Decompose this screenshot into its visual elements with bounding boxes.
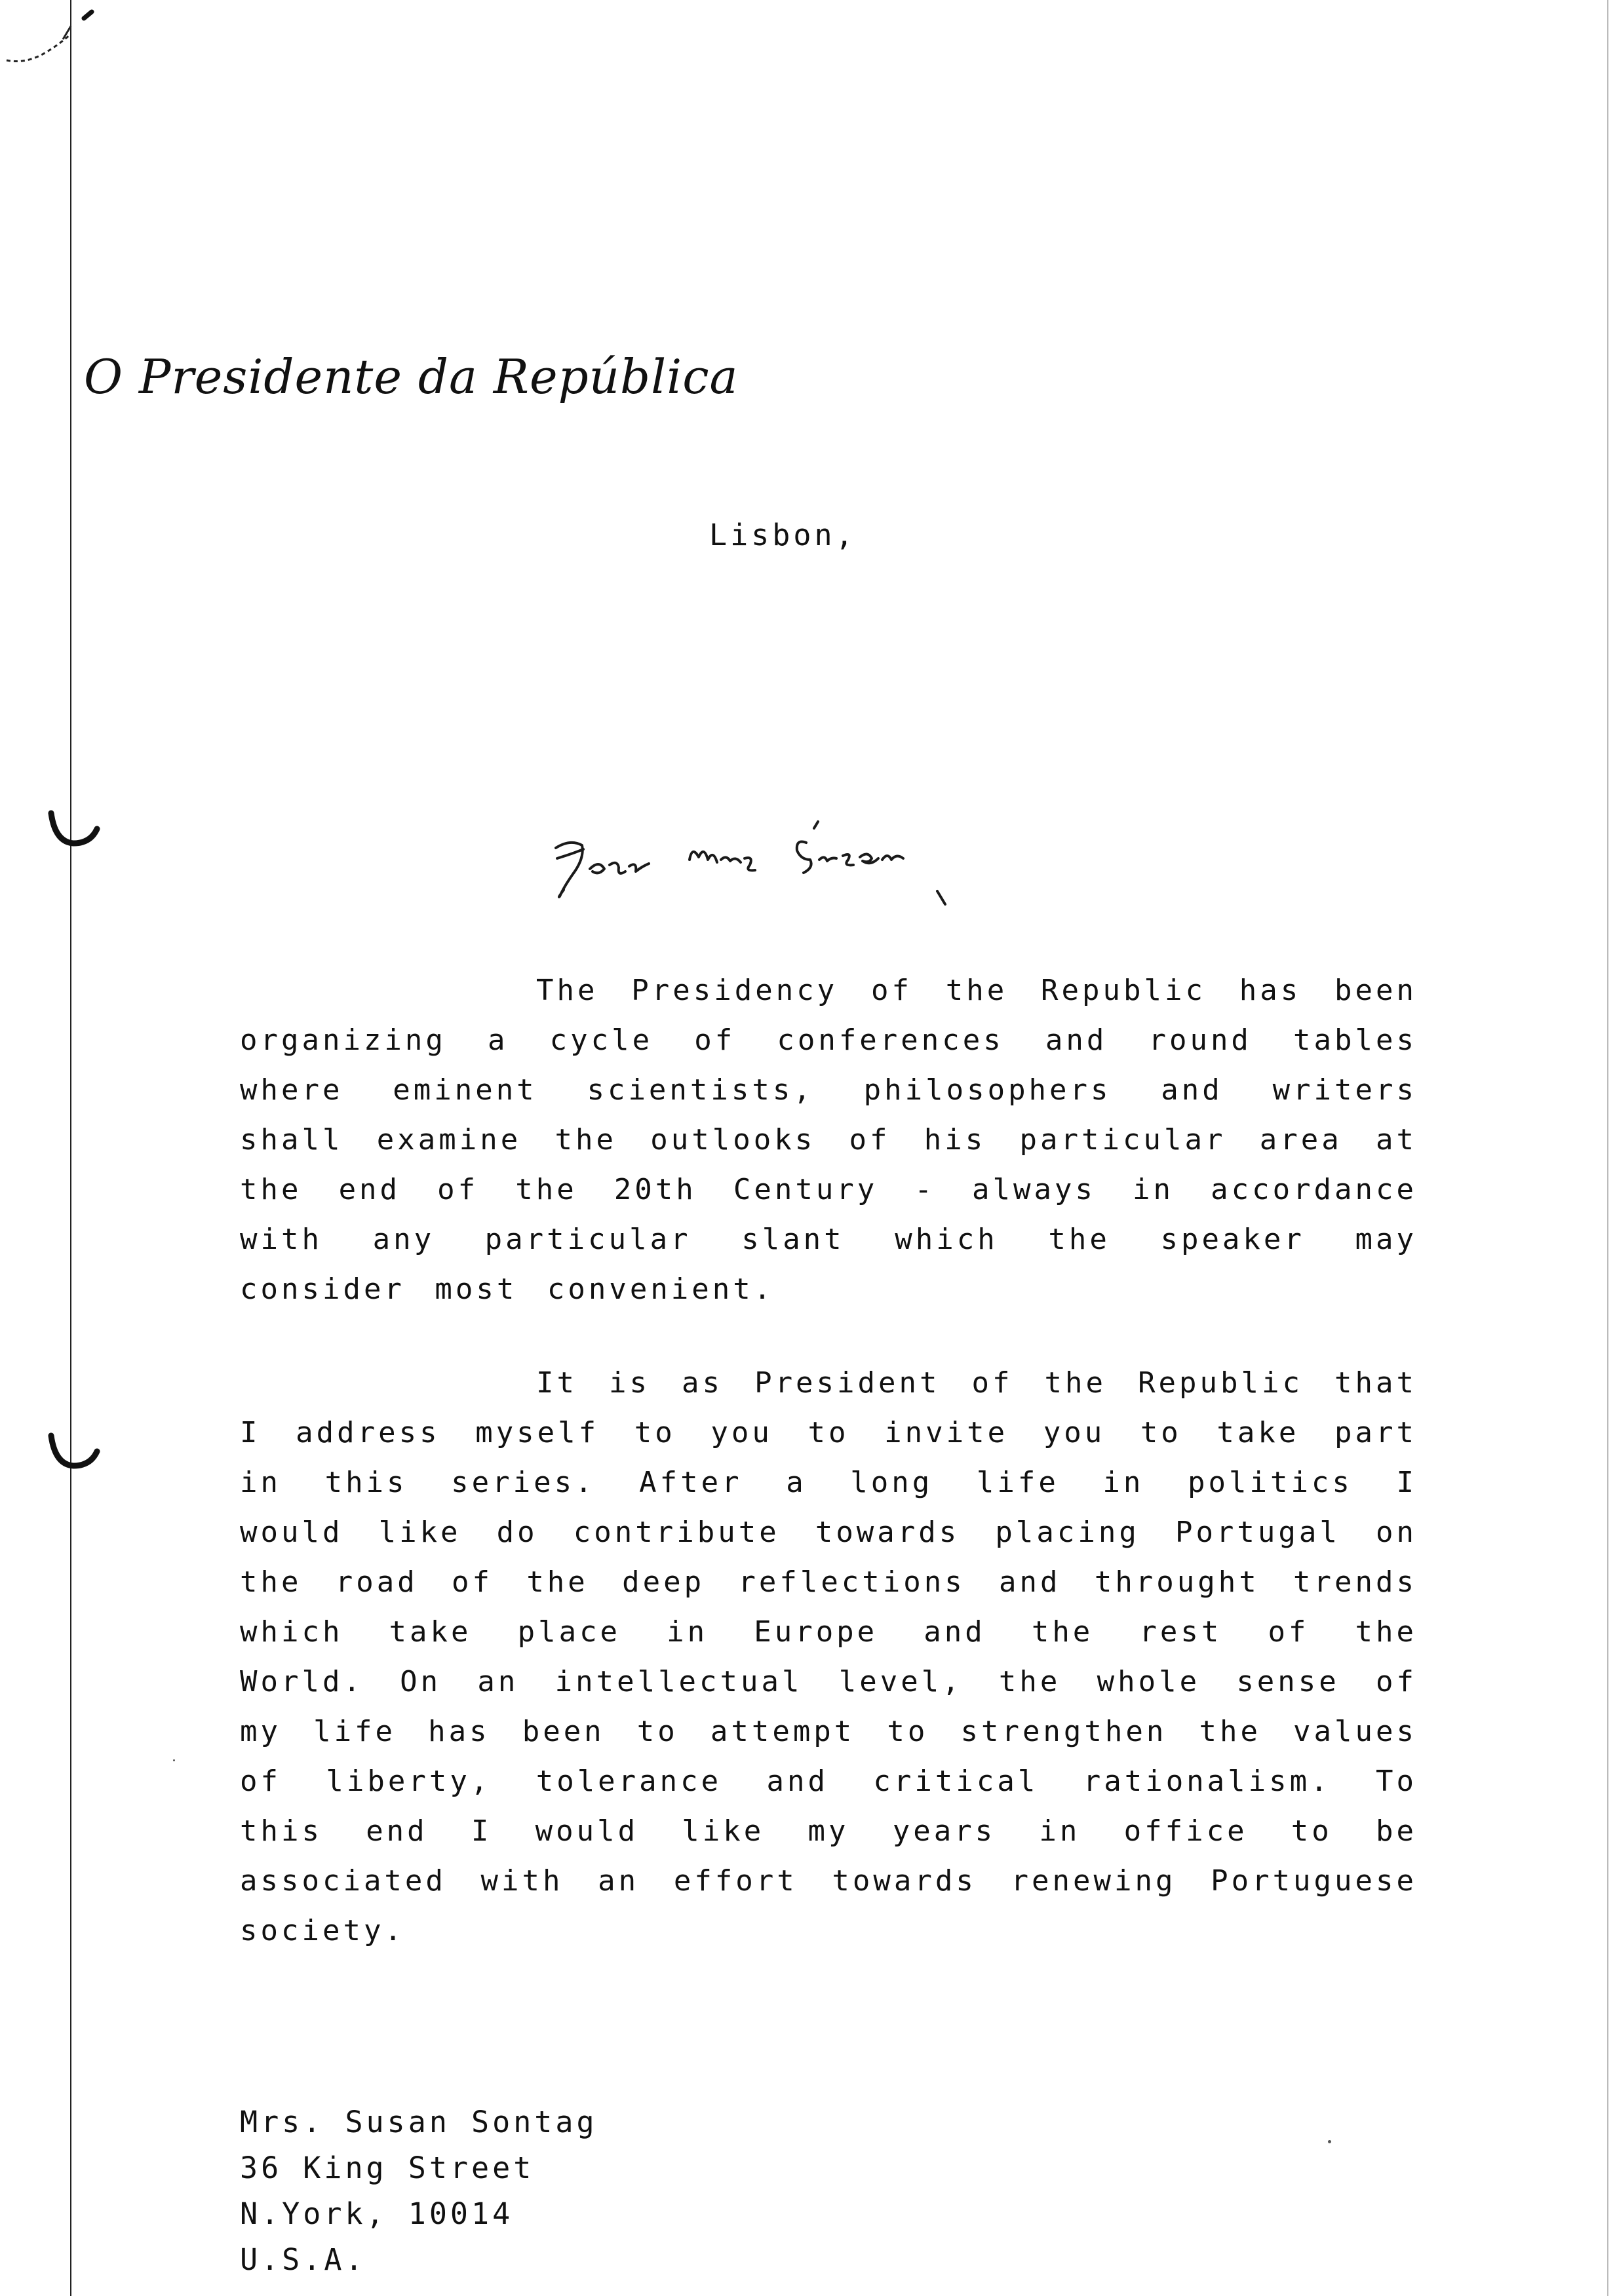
- body-paragraph-2-text: It is as President of the Republic that I address myself to you to invite you to take part in this series. After a long life in politics I would like do contribute towards placing Portugal on the road of the deep reflections and throught trends which take place in Europe and the rest of the World. On an intellectual level, the whole sense of my life has been to attempt to strengthen the values of liberty, tolerance and critical rationalism. To this end I would like my years in office to be associated with an effort towards renewing Portuguese society.: [240, 1366, 1417, 1947]
- recipient-street: 36 King Street: [240, 2151, 535, 2185]
- body-paragraph-2: [240, 1358, 1417, 1956]
- body-paragraph-1-text: The Presidency of the Republic has been organizing a cycle of conferences and round tables where eminent scientists, philosophers and writers shall examine the outlooks of his particular area at the end of the 20th Century - always in accordance with any particular slant which the speaker may consider most convenient.: [240, 974, 1417, 1306]
- handwritten-salutation: [544, 819, 1029, 917]
- left-margin-rule: [70, 0, 71, 2296]
- recipient-city: N.York, 10014: [240, 2196, 514, 2231]
- right-margin-rule: [1607, 0, 1608, 2296]
- place-date-line: Lisbon,: [709, 518, 857, 552]
- recipient-address: [240, 2099, 598, 2283]
- scan-speck: [173, 1759, 175, 1761]
- scan-speck: [1328, 2140, 1331, 2143]
- body-paragraph-1: [240, 966, 1417, 1314]
- recipient-name: Mrs. Susan Sontag: [240, 2105, 598, 2139]
- punch-hole-mark-top: [47, 809, 100, 849]
- presidency-letterhead: [80, 335, 739, 414]
- punch-hole-mark-bottom: [47, 1432, 100, 1471]
- svg-text:O Presidente da República: O Presidente da República: [84, 349, 739, 404]
- recipient-country: U.S.A.: [240, 2242, 366, 2277]
- corner-pen-mark: [0, 0, 105, 72]
